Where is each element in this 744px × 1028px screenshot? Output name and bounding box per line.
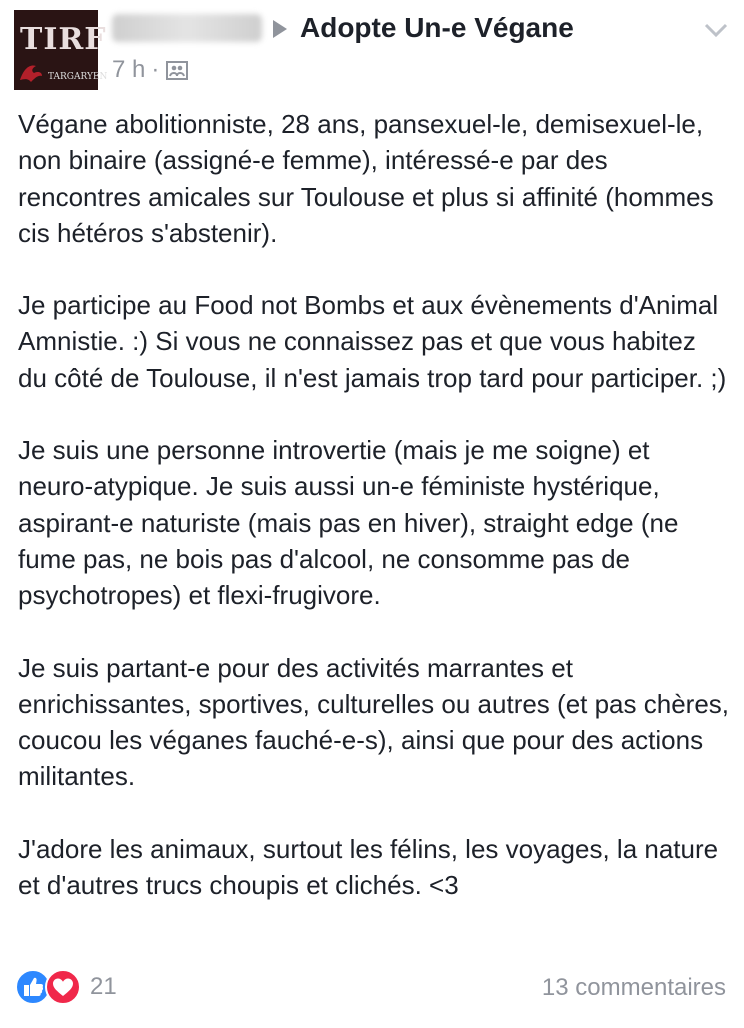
shared-to-arrow-icon xyxy=(273,20,287,38)
post-paragraph: Je participe au Food not Bombs et aux évènements d'Animal Amnistie. :) Si vous ne connaissez pas et que vous habitez du côté de Toulouse, il n'est jamais trop tard pour participer. ;) xyxy=(18,290,727,393)
love-icon xyxy=(44,968,82,1006)
group-icon xyxy=(165,59,189,81)
post-paragraph: Végane abolitionniste, 28 ans, pansexuel-le, demisexuel-le, non binaire (assigné-e femme), intéressé-e par des rencontres amicales sur Toulouse et plus si affinité (hommes cis hétéros s'abstenir). xyxy=(18,109,714,248)
avatar-subtext: TARGARYEN xyxy=(48,72,108,82)
group-name-link[interactable]: Adopte Un-e Végane xyxy=(300,12,574,43)
post-paragraph: J'adore les animaux, surtout les félins, les voyages, la nature et d'autres trucs choupis et clichés. <3 xyxy=(18,833,719,901)
post-paragraph: Je suis une personne introvertie (mais je me soigne) et neuro-atypique. Je suis aussi un-e féministe hystérique, aspirant-e naturiste (mais pas en hiver), straight edge (ne fume pas, ne bois pas d'alcool, ne consomme pas de psychotropes) et flexi-frugivore. xyxy=(18,435,679,611)
reaction-count: 21 xyxy=(90,973,117,1000)
meta-separator: · xyxy=(151,56,160,83)
comments-count-link[interactable]: 13 commentaires xyxy=(541,974,726,1001)
chevron-down-icon[interactable] xyxy=(700,14,732,46)
post-meta xyxy=(112,56,189,84)
author-name-redacted[interactable] xyxy=(112,14,262,42)
post-paragraph: Je suis partant-e pour des activités marrantes et enrichissantes, sportives, culturelles ou autres (et pas chères, coucou les véganes fauché-e-s), ainsi que pour des actions militantes. xyxy=(18,652,730,792)
group-avatar[interactable] xyxy=(14,10,108,90)
avatar-mark: TIRF xyxy=(20,22,107,57)
post-body xyxy=(18,106,730,939)
reactions-summary[interactable] xyxy=(14,968,117,1006)
post-timestamp[interactable]: 7 h xyxy=(112,56,146,83)
dragon-icon xyxy=(18,62,44,84)
